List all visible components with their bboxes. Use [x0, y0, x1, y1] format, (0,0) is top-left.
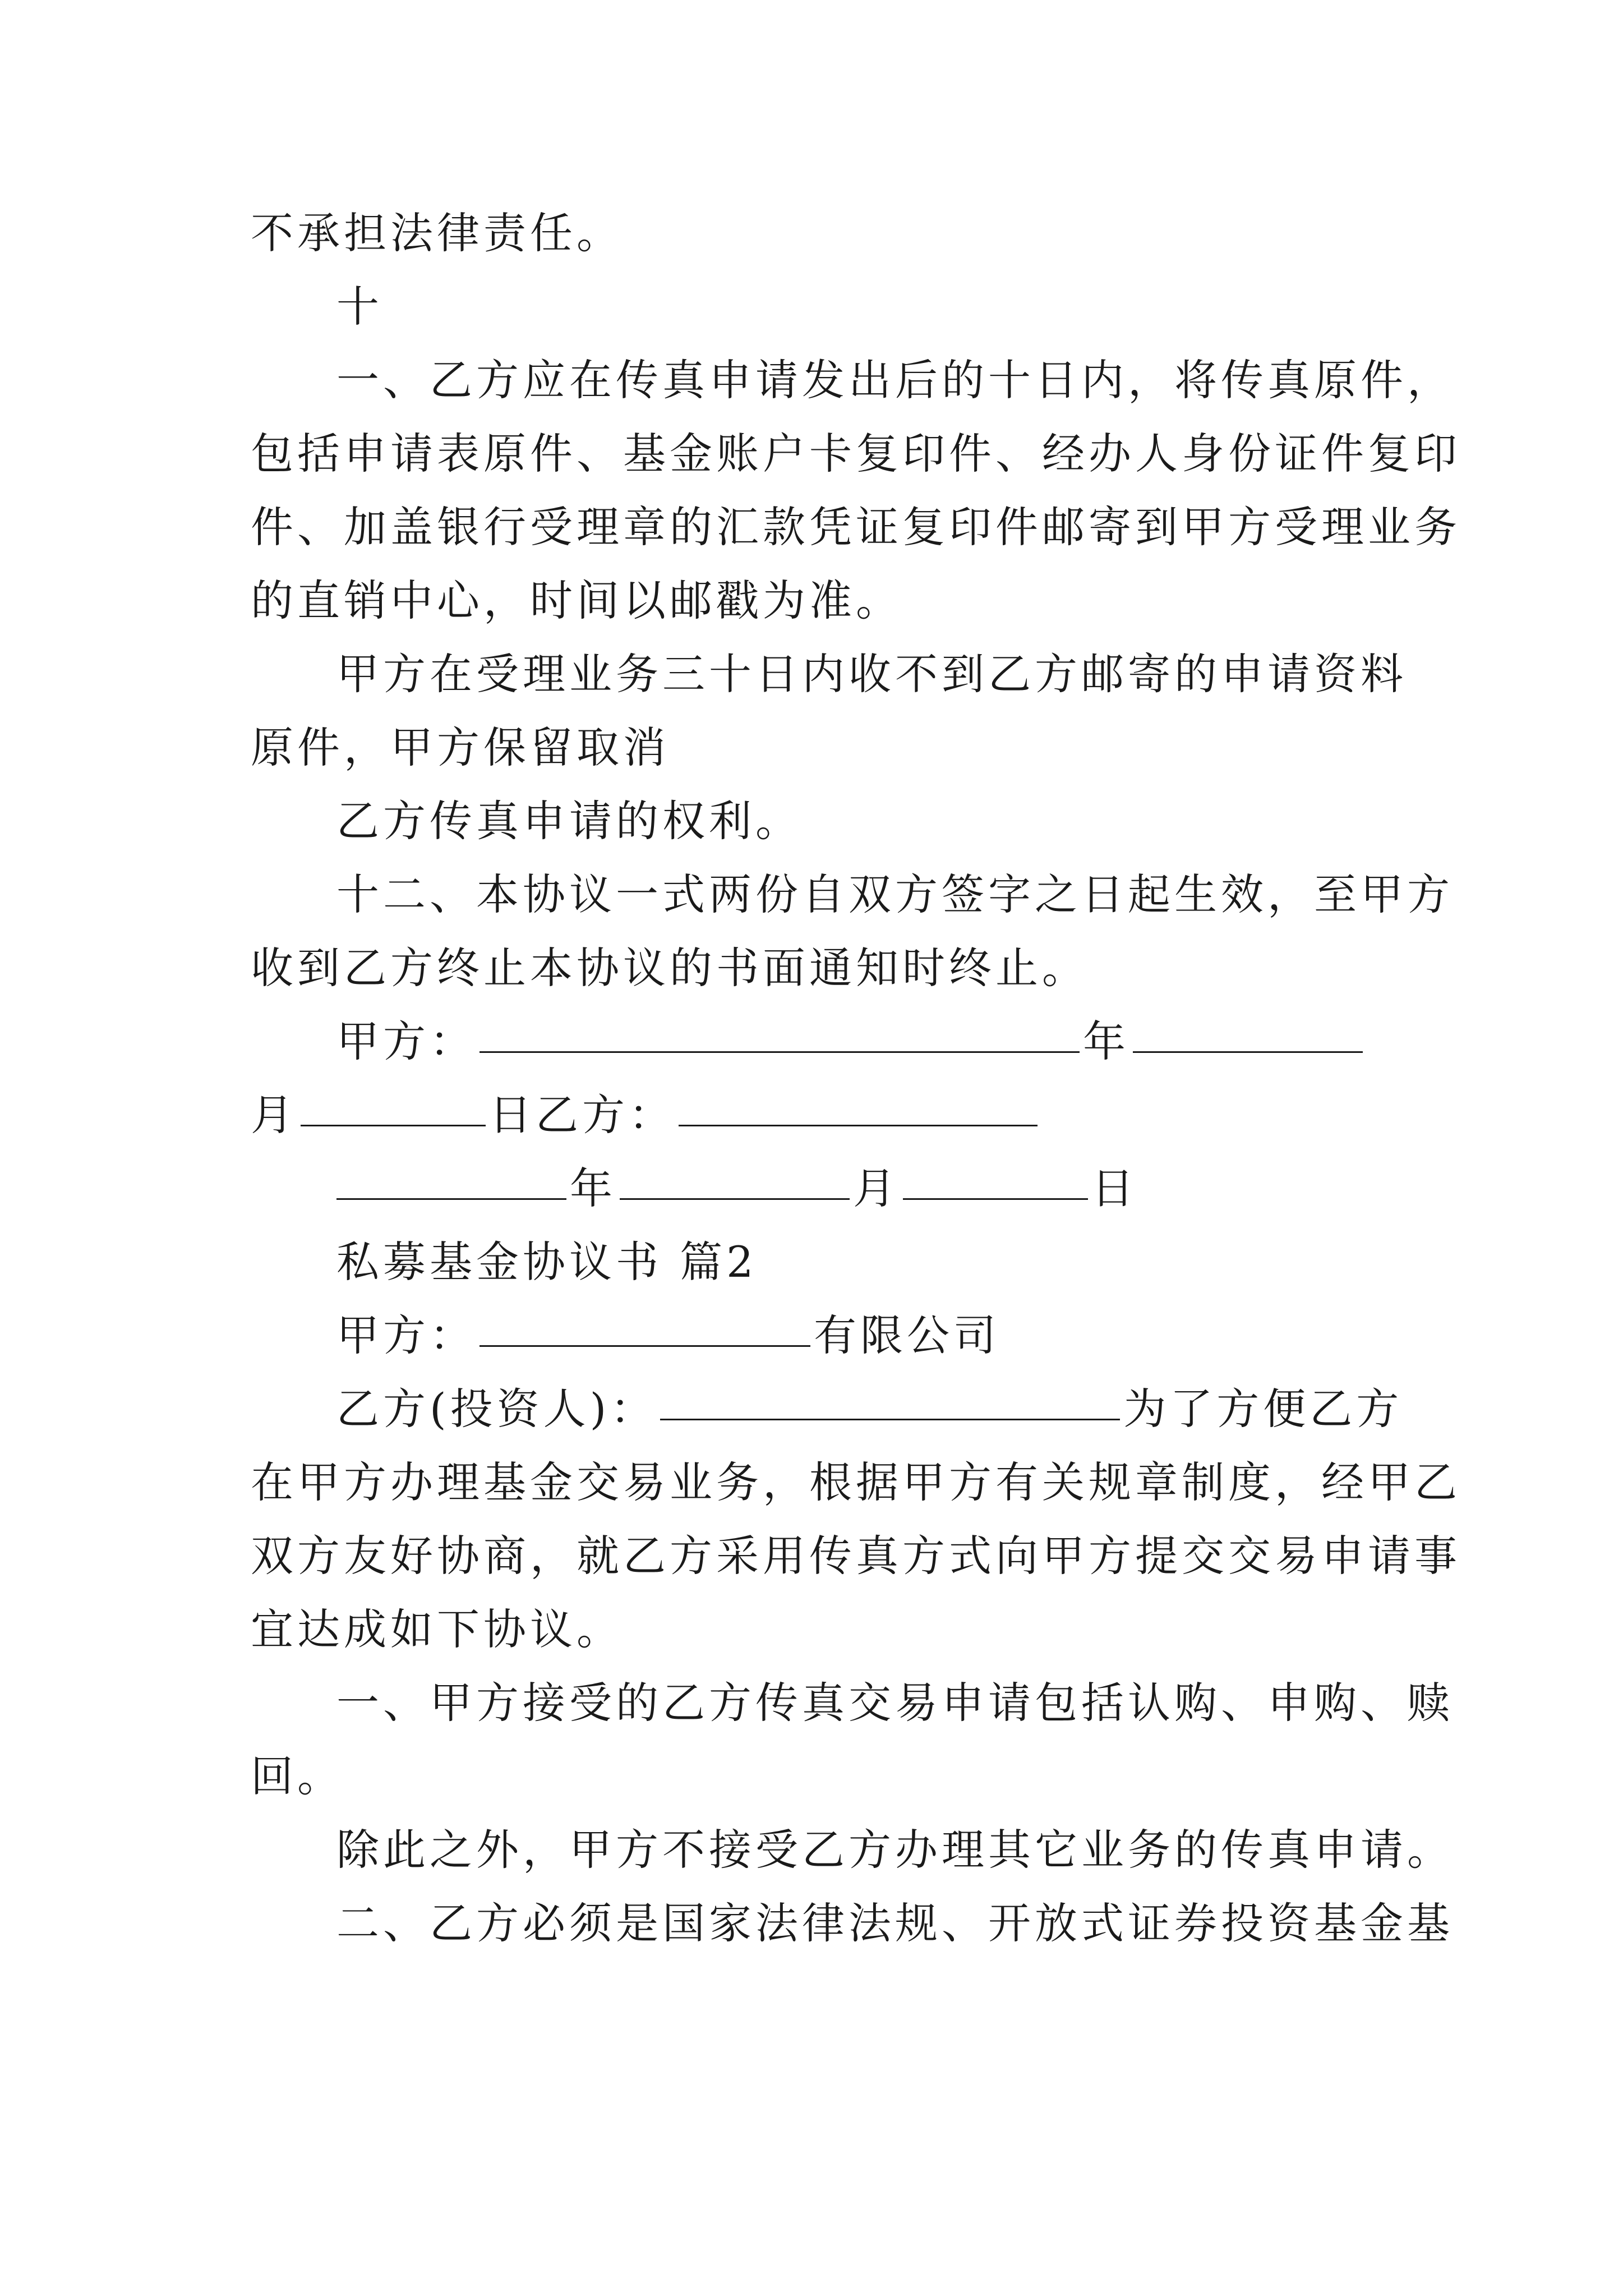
day-blank — [903, 1198, 1088, 1200]
text-line: 原件，甲方保留取消 — [251, 723, 670, 772]
year-label: 年 — [570, 1163, 616, 1213]
section-title: 私募基金协议书 篇2 — [336, 1237, 758, 1287]
year-blank — [336, 1198, 566, 1200]
text-line: 一、乙方应在传真申请发出后的十日内，将传真原件， — [336, 355, 1454, 405]
day-party-b-label: 日乙方： — [489, 1090, 675, 1140]
text-line: 的直销中心，时间以邮戳为准。 — [251, 576, 902, 625]
text-line: 一、甲方接受的乙方传真交易申请包括认购、申购、赎 — [336, 1678, 1454, 1728]
party-b-signature-blank — [679, 1124, 1038, 1126]
party-a-line — [336, 1308, 1000, 1364]
clause-number: 十 — [336, 282, 383, 332]
purpose-text: 为了方便乙方 — [1123, 1384, 1403, 1434]
month-blank — [620, 1198, 850, 1200]
signature-line-date — [336, 1161, 1138, 1217]
party-b-label: 乙方(投资人)： — [336, 1384, 657, 1434]
month-blank — [301, 1124, 486, 1126]
month-label: 月 — [853, 1163, 900, 1213]
text-line: 宜达成如下协议。 — [251, 1604, 623, 1654]
text-line: 回。 — [251, 1751, 344, 1801]
company-suffix: 有限公司 — [814, 1310, 1000, 1360]
text-line: 包括申请表原件、基金账户卡复印件、经办人身份证件复印 — [251, 429, 1461, 478]
day-label: 日 — [1091, 1163, 1138, 1213]
party-a-label: 甲方： — [336, 1016, 476, 1066]
month-label: 月 — [251, 1090, 297, 1140]
text-line: 甲方在受理业务三十日内收不到乙方邮寄的申请资料 — [336, 649, 1407, 699]
text-line: 十二、本协议一式两份自双方签字之日起生效，至甲方 — [336, 869, 1454, 919]
signature-line-date-party-b — [251, 1087, 1041, 1143]
year-label: 年 — [1083, 1016, 1129, 1066]
year-blank — [1133, 1051, 1363, 1053]
text-line: 在甲方办理基金交易业务，根据甲方有关规章制度，经甲乙 — [251, 1457, 1461, 1507]
text-line: 除此之外，甲方不接受乙方办理其它业务的传真申请。 — [336, 1825, 1454, 1875]
signature-line-party-a — [336, 1014, 1366, 1070]
company-name-blank — [479, 1345, 810, 1347]
text-line: 双方友好协商，就乙方采用传真方式向甲方提交交易申请事 — [251, 1531, 1461, 1581]
text-line: 件、加盖银行受理章的汇款凭证复印件邮寄到甲方受理业务 — [251, 502, 1461, 552]
text-line: 乙方传真申请的权利。 — [336, 796, 802, 846]
party-a-label: 甲方： — [336, 1310, 476, 1360]
text-line: 二、乙方必须是国家法律法规、开放式证券投资基金基 — [336, 1898, 1454, 1948]
text-line: 不承担法律责任。 — [251, 208, 623, 258]
text-line: 收到乙方终止本协议的书面通知时终止。 — [251, 943, 1089, 993]
party-b-line — [336, 1381, 1403, 1437]
investor-name-blank — [660, 1418, 1120, 1420]
party-a-signature-blank — [479, 1051, 1080, 1053]
